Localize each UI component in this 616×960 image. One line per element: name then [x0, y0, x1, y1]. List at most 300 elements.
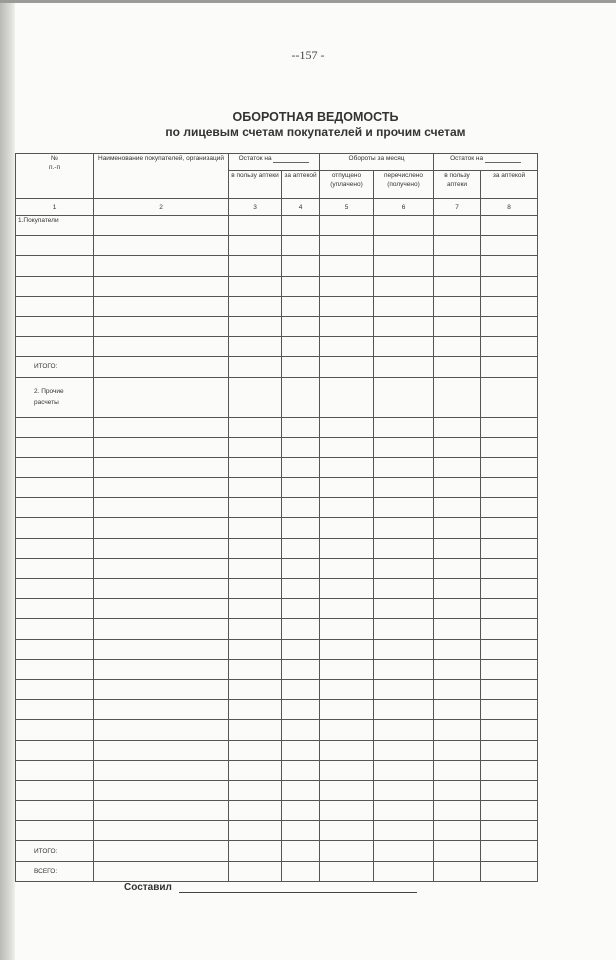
table-cell[interactable]: [320, 821, 374, 841]
table-cell[interactable]: [374, 437, 434, 457]
header-owed-2: [481, 171, 538, 199]
table-cell[interactable]: [94, 377, 229, 417]
table-cell[interactable]: [282, 780, 320, 800]
row-label-cell[interactable]: [16, 417, 94, 437]
table-cell[interactable]: [94, 216, 229, 236]
table-cell[interactable]: [374, 821, 434, 841]
table-cell[interactable]: [94, 619, 229, 639]
row-label-cell[interactable]: [16, 740, 94, 760]
table-cell[interactable]: [94, 760, 229, 780]
table-cell[interactable]: [229, 296, 282, 316]
table-cell[interactable]: [282, 316, 320, 336]
table-cell[interactable]: [229, 780, 282, 800]
table-cell[interactable]: [374, 296, 434, 316]
table-cell[interactable]: [434, 841, 481, 861]
table-cell[interactable]: [434, 700, 481, 720]
table-cell[interactable]: [282, 498, 320, 518]
table-cell[interactable]: [434, 599, 481, 619]
table-cell[interactable]: [434, 316, 481, 336]
table-cell[interactable]: [320, 579, 374, 599]
table-cell[interactable]: [434, 619, 481, 639]
row-label-cell[interactable]: [16, 579, 94, 599]
header-in-favor: [229, 171, 282, 199]
table-cell[interactable]: [374, 236, 434, 256]
table-cell[interactable]: [320, 478, 374, 498]
table-cell[interactable]: [374, 861, 434, 881]
table-cell[interactable]: [434, 740, 481, 760]
table-row: [16, 236, 538, 256]
table-cell[interactable]: [481, 619, 538, 639]
table-cell[interactable]: [229, 659, 282, 679]
compiled-label: Составил: [124, 882, 172, 893]
table-cell[interactable]: [434, 377, 481, 417]
row-label-cell[interactable]: [16, 337, 94, 357]
table-cell[interactable]: [282, 740, 320, 760]
table-cell[interactable]: [434, 639, 481, 659]
header-transferred: [374, 171, 434, 199]
table-cell[interactable]: [229, 760, 282, 780]
table-cell[interactable]: [94, 558, 229, 578]
table-cell[interactable]: [374, 558, 434, 578]
table-cell[interactable]: [320, 457, 374, 477]
table-cell[interactable]: [434, 679, 481, 699]
table-cell[interactable]: [282, 821, 320, 841]
table-cell[interactable]: [320, 841, 374, 861]
table-cell[interactable]: [434, 861, 481, 881]
table-cell[interactable]: [320, 760, 374, 780]
table-cell[interactable]: [282, 579, 320, 599]
table-cell[interactable]: [374, 700, 434, 720]
row-label-cell: [16, 861, 94, 881]
table-row: [16, 296, 538, 316]
table-cell[interactable]: [229, 478, 282, 498]
table-cell[interactable]: [434, 558, 481, 578]
table-cell[interactable]: [94, 780, 229, 800]
table-cell[interactable]: [94, 357, 229, 377]
table-cell[interactable]: [434, 236, 481, 256]
table-cell[interactable]: [434, 256, 481, 276]
table-cell[interactable]: [320, 861, 374, 881]
table-cell[interactable]: [229, 337, 282, 357]
table-cell[interactable]: [94, 478, 229, 498]
header-transferred-text: перечислено (получено): [383, 172, 424, 188]
table-cell[interactable]: [481, 377, 538, 417]
table-cell[interactable]: [282, 700, 320, 720]
table-cell[interactable]: [94, 861, 229, 881]
table-cell[interactable]: [320, 437, 374, 457]
table-cell[interactable]: [320, 659, 374, 679]
table-cell[interactable]: [374, 417, 434, 437]
table-cell[interactable]: [481, 538, 538, 558]
table-cell[interactable]: [229, 236, 282, 256]
table-cell[interactable]: [320, 639, 374, 659]
table-cell[interactable]: [229, 357, 282, 377]
row-label-cell[interactable]: [16, 780, 94, 800]
header-balance-start: [229, 154, 320, 171]
table-cell[interactable]: [374, 498, 434, 518]
table-cell[interactable]: [229, 256, 282, 276]
row-label-cell: [16, 216, 94, 236]
row-label-cell[interactable]: [16, 296, 94, 316]
table-cell[interactable]: [434, 478, 481, 498]
row-label-cell[interactable]: [16, 801, 94, 821]
row-label-cell[interactable]: [16, 619, 94, 639]
table-row: [16, 639, 538, 659]
table-cell[interactable]: [374, 720, 434, 740]
table-cell[interactable]: [282, 679, 320, 699]
table-row: [16, 538, 538, 558]
table-cell[interactable]: [94, 256, 229, 276]
table-cell[interactable]: [229, 457, 282, 477]
table-cell[interactable]: [320, 377, 374, 417]
table-cell[interactable]: [320, 498, 374, 518]
table-cell[interactable]: [481, 599, 538, 619]
table-cell[interactable]: [320, 276, 374, 296]
table-cell[interactable]: [229, 720, 282, 740]
table-cell[interactable]: [434, 538, 481, 558]
table-cell[interactable]: [282, 437, 320, 457]
table-cell[interactable]: [374, 276, 434, 296]
table-cell[interactable]: [374, 377, 434, 417]
table-cell[interactable]: [320, 780, 374, 800]
table-cell[interactable]: [374, 801, 434, 821]
table-cell[interactable]: [229, 276, 282, 296]
column-number-row: [16, 199, 538, 216]
table-cell[interactable]: [434, 659, 481, 679]
table-cell[interactable]: [320, 357, 374, 377]
table-cell[interactable]: [320, 679, 374, 699]
header-num-text: № п.-п: [48, 155, 60, 171]
table-cell[interactable]: [229, 841, 282, 861]
itogo-row: [16, 357, 538, 377]
table-cell[interactable]: [282, 659, 320, 679]
table-cell[interactable]: [481, 216, 538, 236]
table-cell[interactable]: [94, 296, 229, 316]
table-cell[interactable]: [320, 296, 374, 316]
table-cell[interactable]: [481, 720, 538, 740]
row-label-cell: [16, 841, 94, 861]
table-cell[interactable]: [434, 720, 481, 740]
table-cell[interactable]: [229, 437, 282, 457]
table-cell[interactable]: [94, 276, 229, 296]
table-cell[interactable]: [374, 841, 434, 861]
table-cell[interactable]: [94, 337, 229, 357]
row-label-cell[interactable]: [16, 720, 94, 740]
table-cell[interactable]: [320, 538, 374, 558]
table-cell[interactable]: [481, 740, 538, 760]
table-cell[interactable]: [94, 316, 229, 336]
table-cell[interactable]: [229, 558, 282, 578]
table-cell[interactable]: [481, 498, 538, 518]
table-cell[interactable]: [94, 700, 229, 720]
table-cell[interactable]: [282, 861, 320, 881]
header-num: [16, 154, 94, 199]
table-cell[interactable]: [434, 296, 481, 316]
table-cell[interactable]: [434, 437, 481, 457]
table-cell[interactable]: [282, 457, 320, 477]
row-label-cell[interactable]: [16, 276, 94, 296]
row-label-cell[interactable]: [16, 679, 94, 699]
table-cell[interactable]: [481, 437, 538, 457]
table-cell[interactable]: [434, 357, 481, 377]
table-cell[interactable]: [94, 821, 229, 841]
table-cell[interactable]: [282, 377, 320, 417]
table-cell[interactable]: [481, 357, 538, 377]
date-blank-line: [485, 156, 521, 163]
table-row: [16, 437, 538, 457]
table-cell[interactable]: [320, 801, 374, 821]
column-number: 6: [374, 199, 434, 216]
table-cell[interactable]: [94, 236, 229, 256]
table-cell[interactable]: [374, 337, 434, 357]
table-cell[interactable]: [229, 679, 282, 699]
table-cell[interactable]: [282, 296, 320, 316]
header-owed: [282, 171, 320, 199]
table-cell[interactable]: [229, 639, 282, 659]
table-cell[interactable]: [481, 337, 538, 357]
table-cell[interactable]: [282, 357, 320, 377]
row-label-cell[interactable]: [16, 639, 94, 659]
table-cell[interactable]: [282, 558, 320, 578]
table-cell[interactable]: [94, 801, 229, 821]
table-cell[interactable]: [229, 316, 282, 336]
row-label-cell[interactable]: [16, 498, 94, 518]
table-cell[interactable]: [320, 236, 374, 256]
table-cell[interactable]: [282, 760, 320, 780]
table-cell[interactable]: [374, 599, 434, 619]
section-other-row: [16, 377, 538, 417]
table-cell[interactable]: [374, 256, 434, 276]
table-cell[interactable]: [229, 619, 282, 639]
table-cell[interactable]: [94, 538, 229, 558]
table-cell[interactable]: [282, 236, 320, 256]
table-cell[interactable]: [481, 296, 538, 316]
header-turnover-text: Обороты за месяц: [348, 155, 405, 162]
table-cell[interactable]: [374, 740, 434, 760]
turnover-statement-table: [15, 153, 538, 882]
table-cell[interactable]: [374, 457, 434, 477]
table-cell[interactable]: [481, 316, 538, 336]
table-cell[interactable]: [320, 337, 374, 357]
row-label-cell[interactable]: [16, 457, 94, 477]
table-cell[interactable]: [481, 679, 538, 699]
document-subtitle: по лицевым счетам покупателей и прочим счетам: [165, 125, 466, 139]
row-label-cell[interactable]: [16, 700, 94, 720]
table-cell[interactable]: [320, 518, 374, 538]
table-cell[interactable]: [282, 276, 320, 296]
table-cell[interactable]: [229, 417, 282, 437]
table-cell[interactable]: [229, 518, 282, 538]
table-cell[interactable]: [481, 639, 538, 659]
table-cell[interactable]: [94, 437, 229, 457]
column-number: 8: [481, 199, 538, 216]
table-cell[interactable]: [282, 538, 320, 558]
table-cell[interactable]: [94, 579, 229, 599]
table-cell[interactable]: [374, 357, 434, 377]
table-cell[interactable]: [481, 518, 538, 538]
table-cell[interactable]: [320, 700, 374, 720]
row-label-cell: [16, 357, 94, 377]
table-cell[interactable]: [374, 579, 434, 599]
table-cell[interactable]: [374, 639, 434, 659]
table-cell[interactable]: [229, 498, 282, 518]
table-row: [16, 518, 538, 538]
table-cell[interactable]: [94, 720, 229, 740]
table-cell[interactable]: [434, 821, 481, 841]
row-label: ИТОГО:: [34, 847, 58, 855]
table-cell[interactable]: [434, 457, 481, 477]
table-cell[interactable]: [374, 760, 434, 780]
table-cell[interactable]: [320, 619, 374, 639]
table-row: [16, 740, 538, 760]
table-cell[interactable]: [229, 216, 282, 236]
signature-line[interactable]: [179, 883, 417, 893]
table-cell[interactable]: [229, 821, 282, 841]
ledger-body: [16, 216, 538, 882]
row-label-cell[interactable]: [16, 599, 94, 619]
row-label-cell[interactable]: [16, 558, 94, 578]
row-label-cell[interactable]: [16, 437, 94, 457]
table-cell[interactable]: [229, 538, 282, 558]
table-cell[interactable]: [94, 518, 229, 538]
table-cell[interactable]: [94, 659, 229, 679]
table-cell[interactable]: [481, 457, 538, 477]
table-row: [16, 679, 538, 699]
table-cell[interactable]: [481, 478, 538, 498]
table-cell[interactable]: [282, 720, 320, 740]
table-cell[interactable]: [374, 316, 434, 336]
row-label-cell[interactable]: [16, 316, 94, 336]
table-cell[interactable]: [374, 216, 434, 236]
table-cell[interactable]: [434, 498, 481, 518]
table-cell[interactable]: [374, 538, 434, 558]
table-cell[interactable]: [229, 377, 282, 417]
table-cell[interactable]: [94, 679, 229, 699]
table-cell[interactable]: [282, 216, 320, 236]
table-cell[interactable]: [434, 417, 481, 437]
table-cell[interactable]: [320, 316, 374, 336]
table-row: [16, 760, 538, 780]
table-row: [16, 579, 538, 599]
row-label: ИТОГО:: [34, 363, 58, 371]
row-label-cell[interactable]: [16, 478, 94, 498]
table-cell[interactable]: [374, 679, 434, 699]
column-number: 5: [320, 199, 374, 216]
row-label-cell[interactable]: [16, 760, 94, 780]
table-cell[interactable]: [94, 599, 229, 619]
table-cell[interactable]: [481, 821, 538, 841]
table-cell[interactable]: [229, 700, 282, 720]
header-in-favor-text: в пользу аптеки: [231, 172, 279, 179]
table-cell[interactable]: [320, 417, 374, 437]
table-cell[interactable]: [434, 760, 481, 780]
table-cell[interactable]: [282, 478, 320, 498]
table-cell[interactable]: [320, 740, 374, 760]
table-cell[interactable]: [94, 498, 229, 518]
table-cell[interactable]: [481, 841, 538, 861]
table-cell[interactable]: [282, 801, 320, 821]
table-cell[interactable]: [434, 337, 481, 357]
header-released: [320, 171, 374, 199]
table-cell[interactable]: [374, 619, 434, 639]
table-cell[interactable]: [282, 417, 320, 437]
table-cell[interactable]: [481, 700, 538, 720]
date-blank-line: [273, 156, 309, 163]
table-cell[interactable]: [374, 780, 434, 800]
table-cell[interactable]: [481, 659, 538, 679]
table-cell[interactable]: [94, 740, 229, 760]
row-label-cell[interactable]: [16, 518, 94, 538]
table-cell[interactable]: [320, 720, 374, 740]
table-cell[interactable]: [481, 558, 538, 578]
table-cell[interactable]: [481, 801, 538, 821]
row-label-cell[interactable]: [16, 659, 94, 679]
table-cell[interactable]: [282, 518, 320, 538]
table-cell[interactable]: [374, 518, 434, 538]
table-cell[interactable]: [282, 256, 320, 276]
row-label-cell[interactable]: [16, 821, 94, 841]
table-cell[interactable]: [434, 579, 481, 599]
table-cell[interactable]: [282, 619, 320, 639]
table-row: [16, 256, 538, 276]
table-cell[interactable]: [229, 740, 282, 760]
row-label-cell[interactable]: [16, 538, 94, 558]
table-cell[interactable]: [229, 599, 282, 619]
document-title: ОБОРОТНАЯ ВЕДОМОСТЬ: [232, 110, 399, 124]
table-cell[interactable]: [374, 478, 434, 498]
table-row: [16, 619, 538, 639]
table-cell[interactable]: [434, 276, 481, 296]
table-cell[interactable]: [94, 417, 229, 437]
table-cell[interactable]: [481, 256, 538, 276]
table-cell[interactable]: [229, 801, 282, 821]
row-label-cell[interactable]: [16, 236, 94, 256]
vsego-row: [16, 861, 538, 881]
table-cell[interactable]: [282, 599, 320, 619]
table-cell[interactable]: [320, 558, 374, 578]
table-cell[interactable]: [481, 861, 538, 881]
table-row: [16, 780, 538, 800]
table-cell[interactable]: [434, 216, 481, 236]
table-cell[interactable]: [481, 276, 538, 296]
table-cell[interactable]: [229, 579, 282, 599]
column-number: 1: [16, 199, 94, 216]
table-cell[interactable]: [320, 216, 374, 236]
table-row: [16, 801, 538, 821]
table-cell[interactable]: [229, 861, 282, 881]
table-cell[interactable]: [481, 417, 538, 437]
table-cell[interactable]: [282, 337, 320, 357]
table-cell[interactable]: [94, 841, 229, 861]
table-cell[interactable]: [94, 457, 229, 477]
table-cell[interactable]: [434, 801, 481, 821]
table-cell[interactable]: [320, 599, 374, 619]
page-number: --157 -: [291, 48, 325, 62]
table-cell[interactable]: [481, 760, 538, 780]
table-cell[interactable]: [94, 639, 229, 659]
table-cell[interactable]: [282, 639, 320, 659]
row-label-cell[interactable]: [16, 256, 94, 276]
table-cell[interactable]: [434, 518, 481, 538]
table-cell[interactable]: [481, 236, 538, 256]
table-cell[interactable]: [282, 841, 320, 861]
column-number: 2: [94, 199, 229, 216]
table-cell[interactable]: [320, 256, 374, 276]
table-cell[interactable]: [481, 780, 538, 800]
table-cell[interactable]: [481, 579, 538, 599]
table-cell[interactable]: [434, 780, 481, 800]
table-cell[interactable]: [374, 659, 434, 679]
